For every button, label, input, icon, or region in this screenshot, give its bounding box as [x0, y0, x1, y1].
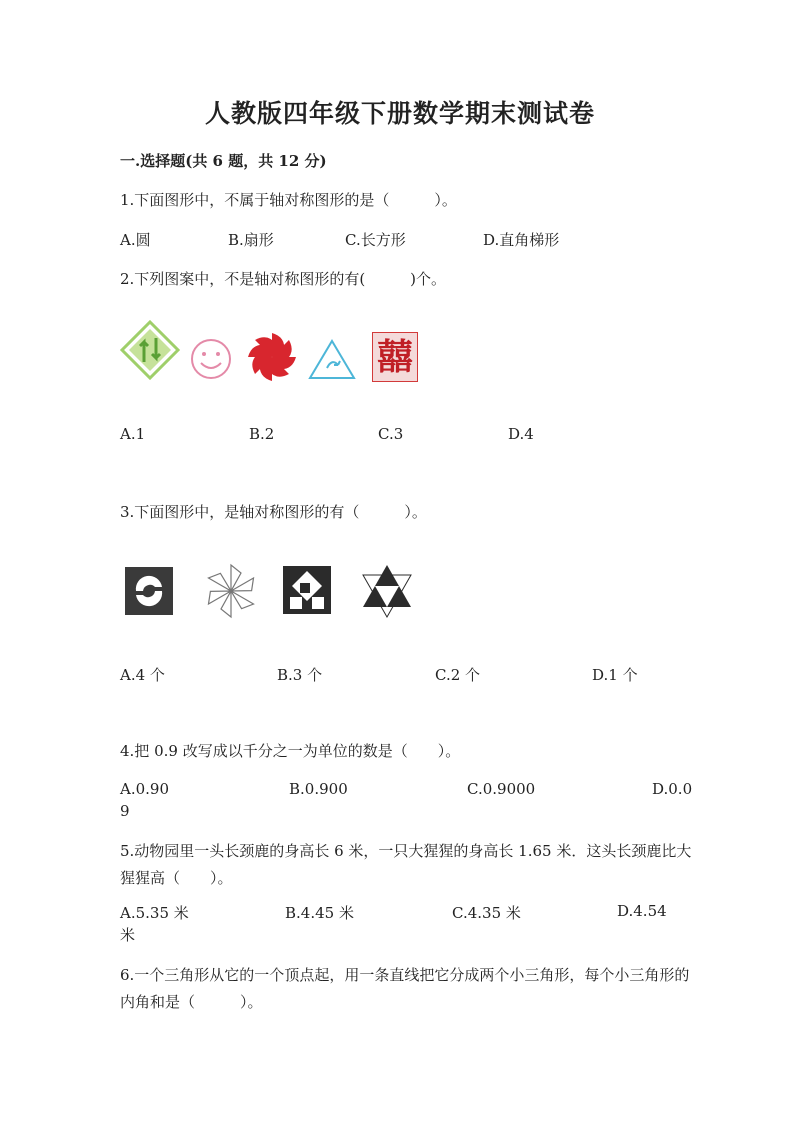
- q1-option-b: B.扇形: [228, 231, 274, 249]
- square-checker-icon: [282, 565, 332, 615]
- q4-option-d: D.0.0: [652, 780, 693, 798]
- pinwheel-outline-icon: [202, 562, 260, 620]
- q5-option-a: A.5.35 米: [120, 904, 189, 922]
- q4-option-b: B.0.900: [289, 780, 348, 798]
- q3-option-c: C.2 个: [435, 666, 481, 684]
- question-4: 4.把 0.9 改写成以千分之一为单位的数是（ ）。: [120, 742, 461, 760]
- green-diamond-arrows-icon: [120, 320, 180, 380]
- question-2: 2.下列图案中，不是轴对称图形的有( )个。: [120, 270, 447, 288]
- question-5: 5.动物园里一头长颈鹿的身高长 6 米，一只大猩猩的身高长 1.65 米．这头长颈鹿比大猩猩高（ ）。: [120, 842, 692, 887]
- question-3: 3.下面图形中，是轴对称图形的有（ ）。: [120, 503, 427, 521]
- q2-option-d: D.4: [508, 425, 534, 443]
- q5-option-b: B.4.45 米: [285, 904, 354, 922]
- q2-option-a: A.1: [120, 425, 146, 443]
- q2-option-b: B.2: [249, 425, 275, 443]
- q5-option-d: D.4.54: [617, 902, 667, 920]
- q5-option-c: C.4.35 米: [452, 904, 521, 922]
- q1-option-d: D.直角梯形: [483, 231, 560, 249]
- question-6: 6.一个三角形从它的一个顶点起，用一条直线把它分成两个小三角形，每个小三角形的内角和是（ ）。: [120, 966, 690, 1011]
- smiley-face-icon: [189, 337, 233, 381]
- q4-option-c: C.0.9000: [467, 780, 536, 798]
- q3-option-d: D.1 个: [592, 666, 638, 684]
- q4-option-d-wrap: 9: [120, 802, 130, 820]
- question-1: 1.下面图形中，不属于轴对称图形的是（ ）。: [120, 191, 457, 209]
- recycle-triangle-icon: [307, 338, 357, 382]
- q1-option-a: A.圆: [120, 231, 151, 249]
- q2-option-c: C.3: [378, 425, 404, 443]
- star-of-david-icon: [358, 562, 416, 620]
- q1-option-c: C.长方形: [345, 231, 406, 249]
- page-title: 人教版四年级下册数学期末测试卷: [204, 99, 595, 128]
- q5-option-d-wrap: 米: [120, 926, 136, 944]
- square-swirl-icon: [124, 566, 174, 616]
- pinwheel-icon: [245, 330, 299, 384]
- double-happiness-icon: 囍: [372, 332, 418, 382]
- section-heading: 一.选择题(共 6 题，共 12 分): [120, 152, 327, 170]
- q4-option-a: A.0.90: [120, 780, 169, 798]
- q3-option-b: B.3 个: [277, 666, 323, 684]
- q3-option-a: A.4 个: [120, 666, 165, 684]
